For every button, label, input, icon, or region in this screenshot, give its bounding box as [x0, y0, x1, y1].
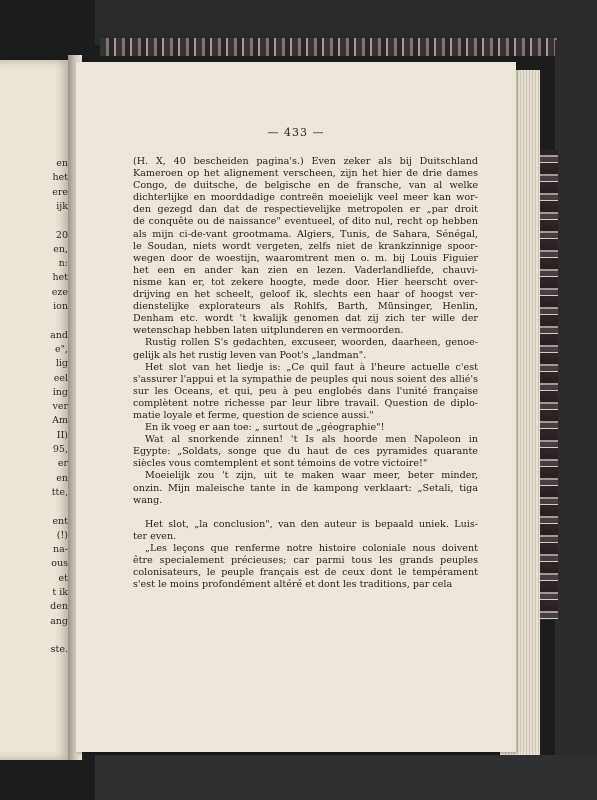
paragraph: [133, 422, 478, 434]
paragraph: [133, 543, 478, 591]
text-line: den gezegd dan dat de respectievelijke metropolen er „par droit: [133, 204, 478, 216]
left-page-text-fragment: het: [52, 172, 68, 184]
left-page-text-fragment: eze: [51, 286, 68, 298]
left-page-text-fragment: ver: [52, 401, 68, 413]
text-line: En ik voeg er aan toe: „ surtout de „géographie"!: [145, 422, 385, 434]
left-page-text-fragment: 20: [55, 229, 68, 241]
left-page: [0, 60, 72, 760]
text-line: wetenschap hebben laten uitplunderen en vermoorden.: [133, 325, 404, 337]
left-page-text-fragment: en: [56, 158, 68, 169]
book-cover-bottom: [95, 755, 597, 800]
text-line: s'assurer l'appui et la sympathie de peuples qui nous soient des allié's: [133, 373, 478, 385]
text-line: gelijk als het rustig leven van Poot's „landman".: [133, 349, 367, 361]
left-page-text-fragment: ere: [52, 186, 68, 198]
left-page-text-fragment: het: [52, 272, 68, 284]
left-page-text-fragment: n:: [58, 258, 68, 270]
body-text: [133, 156, 478, 591]
left-page-text-fragment: (!): [56, 529, 68, 541]
text-line: (H. X, 40 bescheiden pagina's.) Even zeker als bij Duitschland: [133, 156, 478, 167]
text-line: Kameroen op het alignement verscheen, zijn het hier de drie dames: [133, 168, 478, 180]
text-line: Moeielijk zou 't zijn, uit te maken waar meer, beter minder,: [145, 470, 478, 482]
text-line: le Soudan, niets wordt vergeten, zelfs niet de krankzinnige spoor-: [133, 240, 478, 252]
left-page-text-fragment: e",: [54, 343, 68, 355]
text-line: Rustig rollen S's gedachten, excuseer, woorden, daarheen, genoe-: [145, 337, 478, 349]
text-line: wegen door de woestijn, waaromtrent men o. m. bij Louis Figuier: [133, 252, 478, 264]
text-line: Denham etc. wordt 't kwalijk genomen dat zij zich ter wille der: [133, 313, 478, 325]
paragraph: [133, 519, 478, 543]
left-page-text-fragment: tte,: [51, 486, 68, 498]
left-page-text-fragment: ijk: [56, 200, 68, 212]
left-page-text-fragment: ous: [51, 558, 68, 570]
text-line: de conquête ou de naissance" eventueel, of dito nul, recht op hebben: [133, 216, 478, 228]
left-page-text-fragment: 95,: [52, 444, 68, 455]
left-page-text-fragment: ent: [52, 515, 68, 527]
book-cover-right: [555, 40, 597, 800]
left-page-text-fragment: II): [56, 429, 68, 441]
text-line: ter even.: [133, 530, 177, 542]
paragraph: [133, 156, 478, 337]
left-page-text-fragment: and: [50, 329, 68, 341]
text-line: Congo, de duitsche, de belgische en de fransche, van al welke: [133, 180, 478, 192]
text-line: „Les leçons que renferme notre histoire coloniale nous doivent: [145, 542, 478, 554]
left-page-text-fragment: eel: [53, 372, 68, 384]
text-line: als mijn ci-de-vant grootmama. Algiers, Tunis, de Sahara, Sénégal,: [133, 228, 478, 240]
left-page-text-fragment: en,: [53, 243, 68, 255]
left-page-text-fragment: Am: [52, 415, 68, 427]
left-page-text-fragment: t ik: [52, 587, 68, 598]
text-line: Het slot van het liedje is: „Ce quil faut à l'heure actuelle c'est: [145, 361, 478, 373]
text-line: Wat al snorkende zinnen! 't Is als hoorde men Napoleon in: [145, 434, 478, 446]
text-line: dichterlijke en moorddadige contreën moeielijk veel meer kan wor-: [133, 192, 478, 204]
right-page: [76, 62, 516, 752]
text-line: s'est le moins profondément altéré et dont les traditions, par cela: [133, 579, 453, 591]
paragraph: [133, 434, 478, 470]
left-page-text-fragment: na-: [53, 544, 68, 556]
left-page-text-fragment: ing: [52, 386, 68, 398]
page-number: — 433 —: [267, 126, 325, 139]
left-page-text-fragment: er: [57, 458, 68, 470]
left-page-text-fragment: lig: [55, 358, 68, 370]
left-page-text-fragment: ste.: [50, 644, 68, 656]
text-line: être specialement précieuses; car parmi tous les grands peuples: [133, 555, 478, 566]
left-page-text-fragment: et: [58, 572, 68, 584]
left-page-text-fragment: ion: [53, 301, 68, 312]
text-line: matie loyale et ferme, question de science aussi.": [133, 409, 374, 421]
text-line: Egypte: „Soldats, songe que du haut de ces pyramides quarante: [133, 446, 478, 458]
text-line: siècles vous comtemplent et sont témoins de votre victoire!": [133, 458, 428, 470]
text-line: het een en ander kan zien en lezen. Vaderlandliefde, chauvi-: [133, 264, 478, 276]
text-line: onzin. Mijn maleische tante in de kampong verklaart: „Setali, tiga: [133, 482, 478, 494]
text-line: nisme kan er, tot zekere hoogte, mede door. Hier heerscht over-: [133, 276, 478, 288]
left-page-text-fragment: ang: [50, 615, 68, 627]
marbled-edge-top: [100, 38, 560, 56]
paragraph: [133, 337, 478, 361]
paragraph: [133, 470, 478, 506]
text-line: complètent notre richesse par leur libre travail. Question de diplo-: [133, 397, 478, 409]
text-line: wang.: [133, 494, 163, 506]
text-line: sur les Oceans, et qui, peu à peu englobés dans l'unité française: [133, 385, 478, 397]
paragraph: [133, 362, 478, 422]
text-line: dienstelijke explorateurs als Rohlfs, Barth, Münsinger, Henlin,: [133, 301, 478, 313]
left-page-text-fragment: den: [50, 601, 68, 613]
text-line: Het slot, „la conclusion", van den auteur is bepaald uniek. Luis-: [145, 518, 478, 530]
text-line: colonisateurs, le peuple français est de ceux dont le tempérament: [133, 567, 478, 579]
text-line: drijving en het scheelt, geloof ik, slechts een haar of hoogst ver-: [133, 289, 478, 301]
left-page-text-fragment: en: [56, 472, 68, 484]
